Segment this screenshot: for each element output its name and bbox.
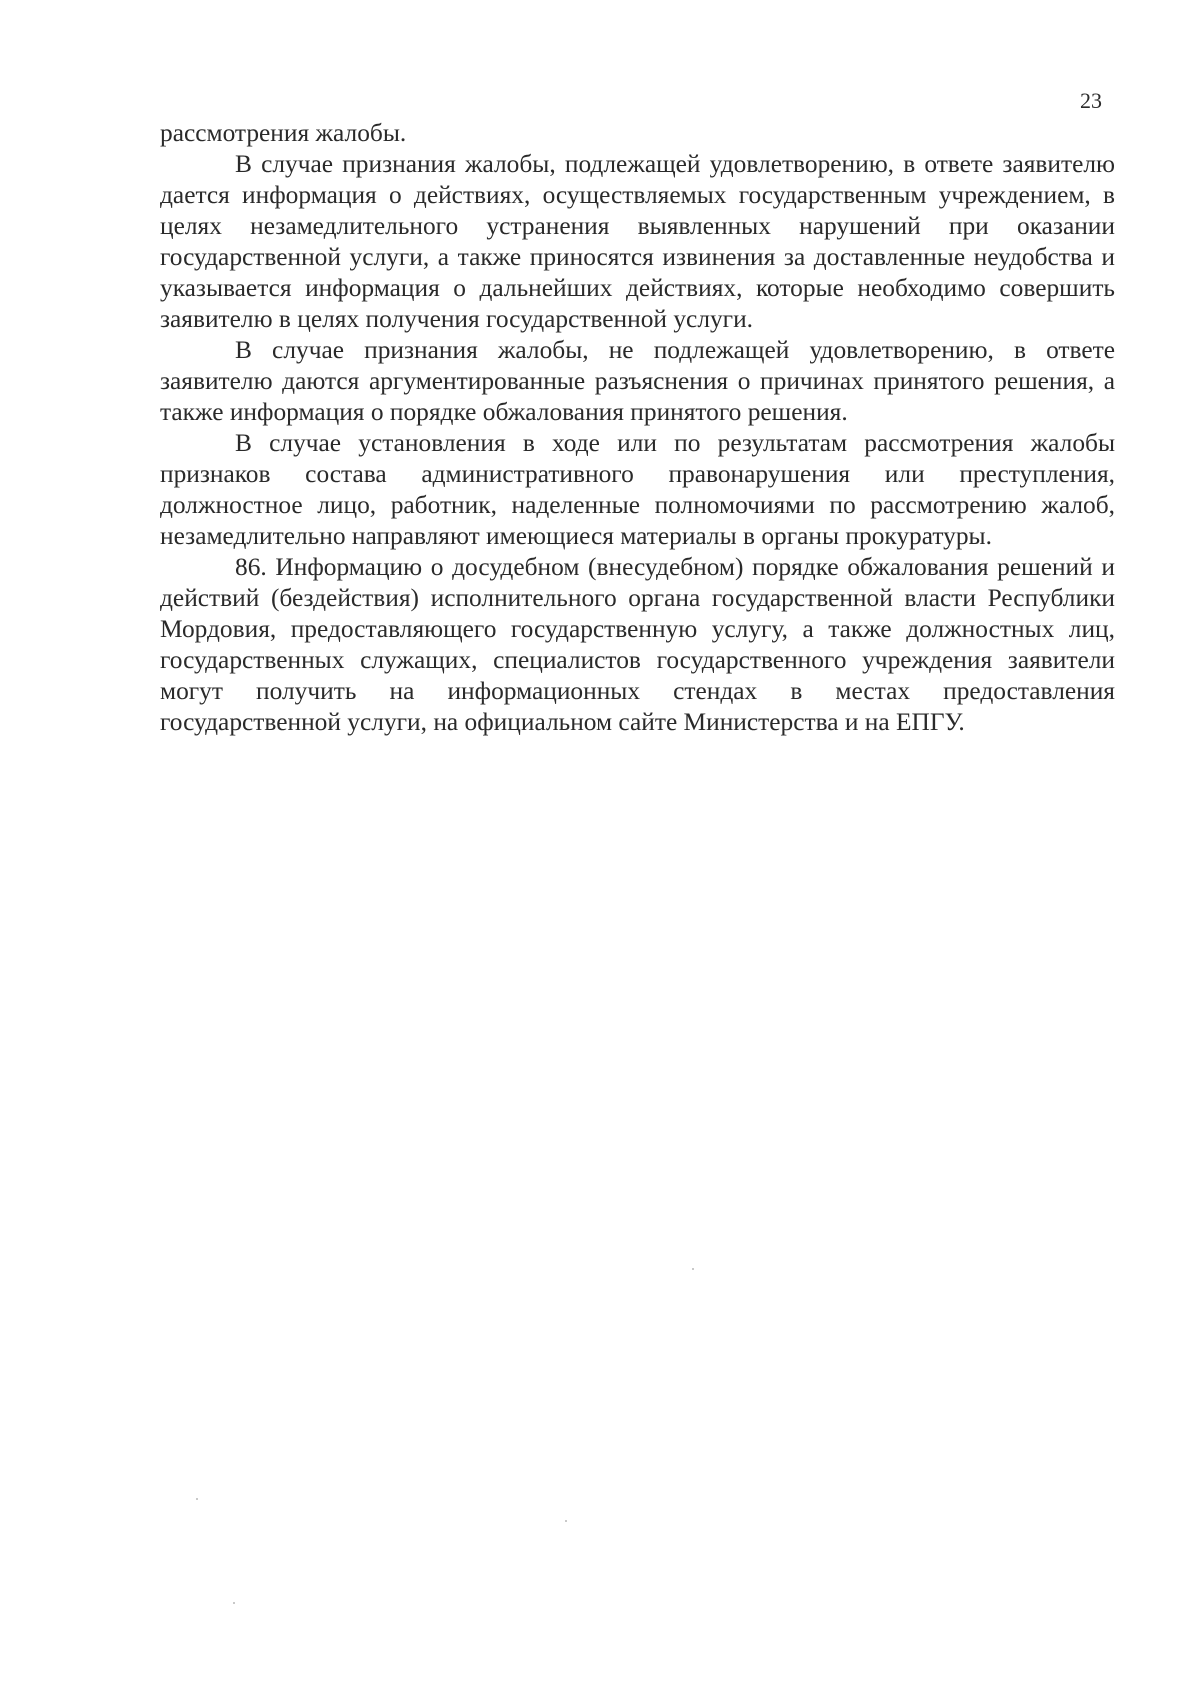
scan-speck	[233, 1602, 235, 1604]
paragraph-complaint-satisfied: В случае признания жалобы, подлежащей удовлетворению, в ответе заявителю дается информация о действиях, осуществляемых государственным учреждением, в целях незамедлительного устранения выявленных нарушений при оказании государственной услуги, а также приносятся извинения за доставленные неудобства и указывается информация о дальнейших действиях, которые необходимо совершить заявителю в целях получения государственной услуги.	[160, 150, 1115, 333]
document-body	[160, 118, 1115, 738]
scan-speck	[692, 1268, 694, 1270]
scan-speck	[196, 1498, 198, 1500]
paragraph-continuation: рассмотрения жалобы.	[160, 119, 407, 147]
page-number: 23	[1080, 88, 1102, 113]
paragraph-item-86: 86. Информацию о досудебном (внесудебном) порядке обжалования решений и действий (бездействия) исполнительного органа государственной власти Республики Мордовия, предоставляющего государственную услугу, а также должностных лиц, государственных служащих, специалистов государственного учреждения заявители могут получить на информационных стендах в местах предоставления государственной услуги, на официальном сайте Министерства и на ЕПГУ.	[160, 553, 1115, 736]
paragraph-complaint-rejected: В случае признания жалобы, не подлежащей удовлетворению, в ответе заявителю даются аргументированные разъяснения о причинах принятого решения, а также информация о порядке обжалования принятого решения.	[160, 336, 1115, 426]
scan-speck	[565, 1520, 567, 1522]
paragraph-offense-detected: В случае установления в ходе или по результатам рассмотрения жалобы признаков состава административного правонарушения или преступления, должностное лицо, работник, наделенные полномочиями по рассмотрению жалоб, незамедлительно направляют имеющиеся материалы в органы прокуратуры.	[160, 429, 1115, 550]
